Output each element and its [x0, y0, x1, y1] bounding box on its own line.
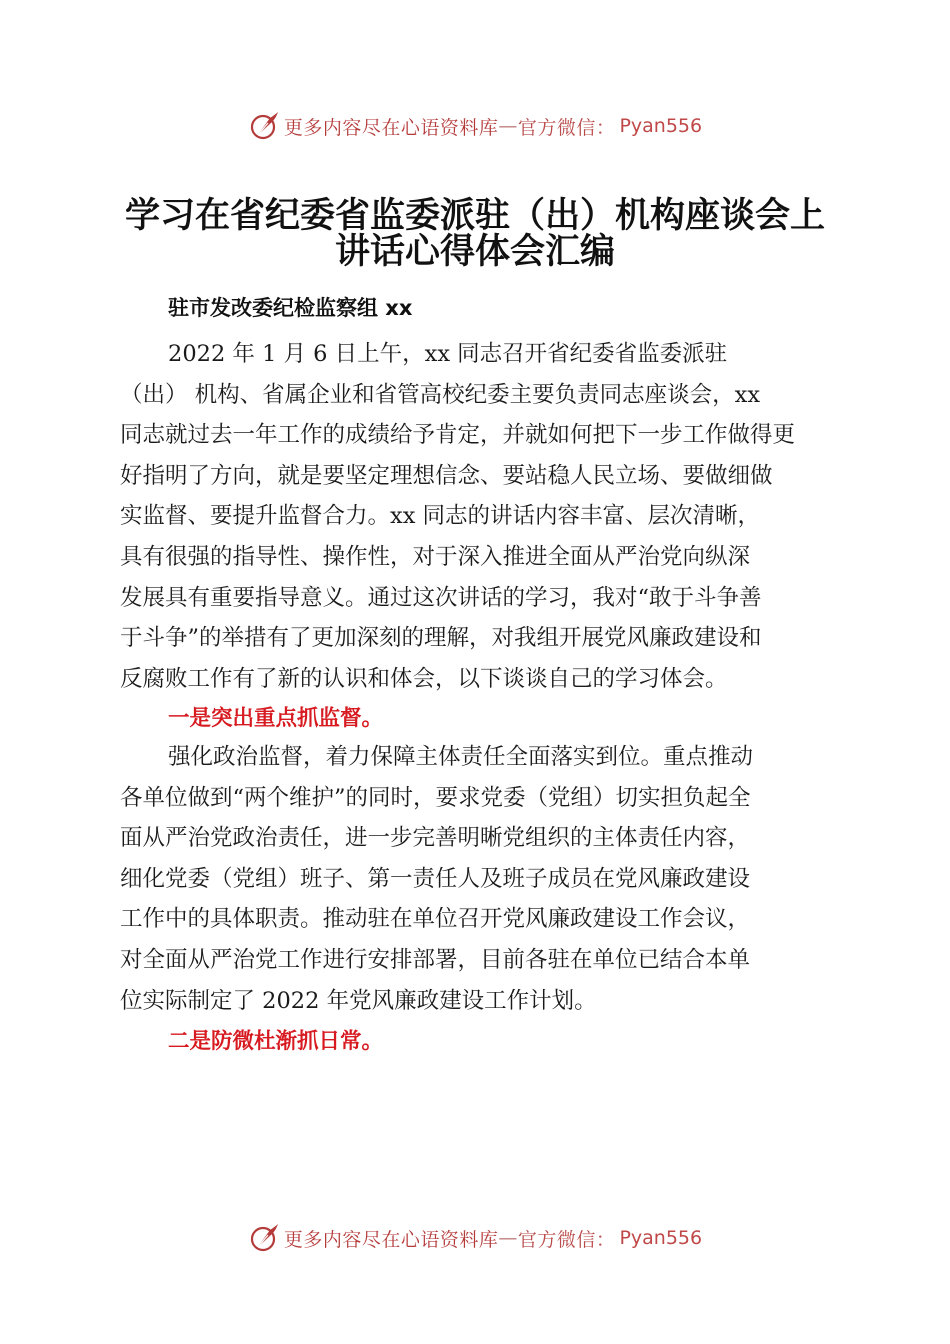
title-line-2: 讲话心得体会汇编 — [334, 232, 615, 272]
banner-brand: 更多内容尽在心语资料库 — [283, 116, 499, 139]
paragraph-line: 同志就过去一年工作的成绩给予肯定，并就如何把下一步工作做得更 — [120, 422, 796, 449]
paragraph-line: 工作中的具体职责。推动驻在单位召开党风廉政建设工作会议， — [120, 906, 751, 933]
author-line: 驻市发改委纪检监察组 xx — [168, 296, 413, 320]
paragraph-intro — [120, 334, 850, 699]
paragraph-line: 具有很强的指导性、操作性，对于深入推进全面从严治党向纵深 — [120, 543, 751, 570]
paragraph-line: 好指明了方向，就是要坚定理想信念、要站稳人民立场、要做细做 — [120, 462, 773, 489]
footer-banner — [0, 1218, 950, 1258]
banner-separator: — — [498, 1227, 518, 1249]
section-heading-1: 一是突出重点抓监督。 — [168, 706, 384, 731]
paragraph-line: 各单位做到“两个维护”的同时，要求党委（党组）切实担负起全 — [120, 784, 751, 811]
quill-pen-logo-icon — [248, 1222, 280, 1254]
paragraph-line: 于斗争”的举措有了更加深刻的理解，对我组开展党风廉政建设和 — [120, 625, 762, 652]
banner-separator: — — [498, 115, 518, 137]
paragraph-line: 对全面从严治党工作进行安排部署，目前各驻在单位已结合本单 — [120, 946, 751, 973]
title-line-1: 学习在省纪委省监委派驻（出）机构座谈会上 — [124, 196, 825, 236]
paragraph-line: 2022 年 1 月 6 日上午，xx 同志召开省纪委省监委派驻 — [168, 341, 728, 367]
paragraph-line: 反腐败工作有了新的认识和体会，以下谈谈自己的学习体会。 — [120, 665, 728, 692]
banner-wechat-label: 官方微信： — [517, 116, 616, 139]
banner-wechat-id: Pyan556 — [619, 115, 703, 137]
paragraph-supervision — [120, 737, 850, 1021]
paragraph-line: 细化党委（党组）班子、第一责任人及班子成员在党风廉政建设 — [120, 865, 751, 892]
header-banner — [0, 106, 950, 146]
banner-wechat-label: 官方微信： — [517, 1228, 616, 1251]
document-title — [80, 198, 870, 270]
paragraph-line: 面从严治党政治责任，进一步完善明晰党组织的主体责任内容， — [120, 825, 751, 852]
paragraph-line: 发展具有重要指导意义。通过这次讲话的学习，我对“敢于斗争善 — [120, 584, 762, 611]
section-heading-2: 二是防微杜渐抓日常。 — [168, 1029, 384, 1054]
paragraph-line: 实监督、要提升监督合力。xx 同志的讲话内容丰富、层次清晰， — [120, 503, 761, 530]
paragraph-line: 强化政治监督，着力保障主体责任全面落实到位。重点推动 — [168, 744, 754, 770]
paragraph-line: （出） 机构、省属企业和省管高校纪委主要负责同志座谈会，xx — [120, 381, 761, 408]
paragraph-line: 位实际制定了 2022 年党风廉政建设工作计划。 — [120, 987, 597, 1014]
quill-pen-logo-icon — [248, 110, 280, 142]
banner-brand: 更多内容尽在心语资料库 — [283, 1228, 499, 1251]
banner-wechat-id: Pyan556 — [619, 1227, 703, 1249]
